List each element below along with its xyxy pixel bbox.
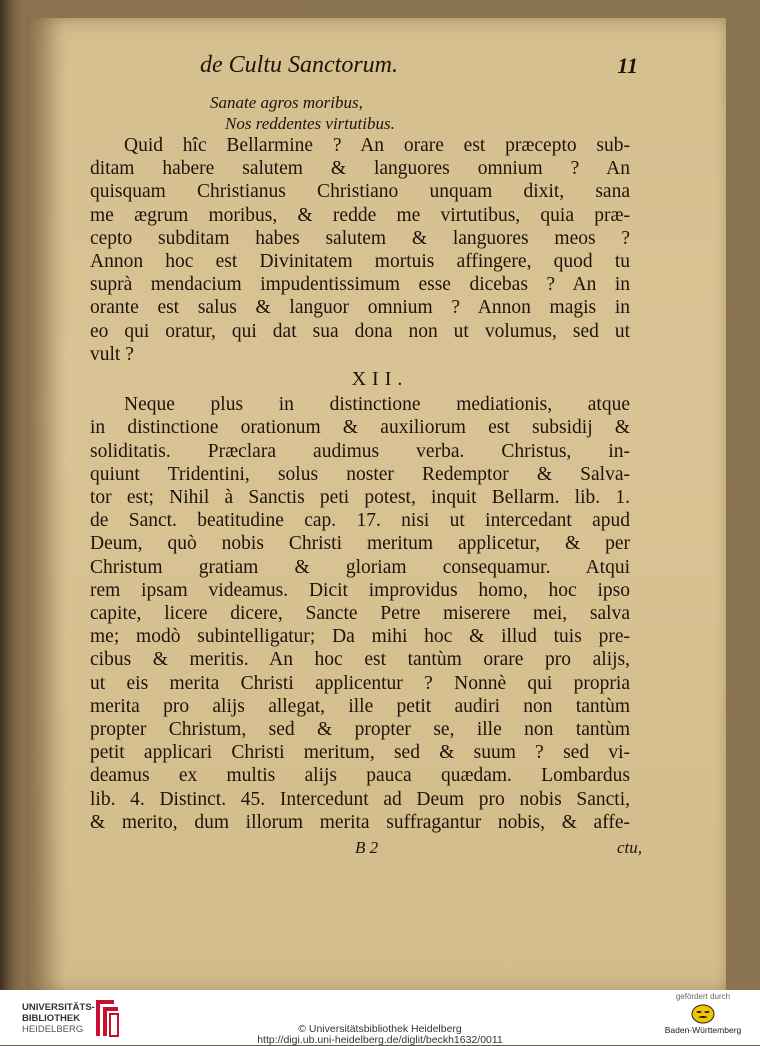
copyright-text: © Universitätsbibliothek Heidelberg	[298, 1023, 462, 1035]
text-line: me; modò subintelligatur; Da mihi hoc & illud tuis pre-	[90, 626, 630, 648]
text-line: quisquam Christianus Christiano unquam dixit, sana	[90, 181, 630, 203]
sponsor-label: gefördert durch	[675, 992, 731, 1001]
copyright-notice	[0, 1024, 760, 1046]
text-line: cibus & meritis. An hoc est tantùm orare pro alijs,	[90, 649, 630, 671]
verse-line: Sanate agros moribus,	[210, 93, 363, 112]
book-page	[26, 18, 726, 990]
text-line: cepto subditam habes salutem & languores meos ?	[90, 227, 630, 249]
text-line: Neque plus in distinctione mediationis, atque	[124, 394, 630, 416]
text-line: quiunt Tridentini, solus noster Redemptor & Salva-	[90, 463, 630, 485]
text-line: Quid hîc Bellarmine ? An orare est præcepto sub-	[124, 135, 630, 156]
text-line: Annon hoc est Divinitatem mortuis affingere, quod tu	[90, 251, 630, 273]
baden-wuerttemberg-crest-icon	[691, 1004, 715, 1024]
text-line: suprà mendacium impudentissimum esse dicebas ? An in	[90, 274, 630, 296]
text-line: capite, licere dicere, Sancte Petre miserere mei, salva	[90, 603, 630, 625]
text-line: tor est; Nihil à Sanctis peti potest, inquit Bellarm. lib. 1.	[90, 487, 630, 509]
text-line: vult ?	[90, 343, 134, 365]
text-line: orante est salus & languor omnium ? Annon magis in	[90, 297, 630, 319]
text-line: merita pro alijs allegat, ille petit audiri non tantùm	[90, 695, 630, 717]
sponsor-name: Baden-Württemberg	[664, 1025, 742, 1035]
text-line: soliditatis. Præclara audimus verba. Christus, in-	[90, 440, 630, 462]
sponsor-block[interactable]	[658, 992, 748, 1035]
paragraph-1	[90, 134, 630, 366]
signature-mark: B 2	[355, 838, 379, 858]
text-line: petit applicari Christi meritum, sed & suum ? sed vi-	[90, 742, 630, 764]
library-city: HEIDELBERG	[22, 1024, 84, 1035]
text-line: me ægrum moribus, & redde me virtutibus, quia præ-	[90, 204, 630, 226]
text-line: in distinctione orationum & auxiliorum est subsidij &	[90, 417, 630, 439]
text-line: Christum gratiam & gloriam consequamur. Atqui	[90, 556, 630, 578]
library-name-line1: UNIVERSITÄTS-	[22, 1002, 95, 1013]
verse-line: Nos reddentes virtutibus.	[225, 114, 395, 133]
permalink-url[interactable]: http://digi.ub.uni-heidelberg.de/diglit/beckh1632/0011	[257, 1034, 503, 1046]
text-line: propter Christum, sed & propter se, ille non tantùm	[90, 719, 630, 741]
running-title: de Cultu Sanctorum.	[200, 52, 398, 78]
text-line: lib. 4. Distinct. 45. Intercedunt ad Deum pro nobis Sancti,	[90, 788, 630, 810]
text-line: ditam habere salutem & languores omnium ? An	[90, 158, 630, 180]
page-header	[90, 52, 638, 92]
text-line: Deum, quò nobis Christi meritum applicetur, & per	[90, 533, 630, 555]
text-line: rem ipsam videamus. Dicit improvidus homo, hoc ipso	[90, 579, 630, 601]
text-line: deamus ex multis alijs pauca quædam. Lombardus	[90, 765, 630, 787]
section-heading: XII.	[351, 368, 409, 391]
text-line: eo qui oratur, qui dat sua dona non ut volumus, sed ut	[90, 320, 630, 342]
text-line: ut eis merita Christi applicentur ? Nonnè qui propria	[90, 672, 630, 694]
page-text	[90, 52, 642, 860]
library-name-line2: BIBLIOTHEK	[22, 1013, 81, 1024]
paragraph-2	[90, 393, 630, 834]
page-number: 11	[617, 53, 638, 78]
page-footer-marks	[90, 834, 642, 860]
text-line: de Sanct. beatitudine cap. 17. nisi ut intercedant apud	[90, 510, 630, 532]
catchword: ctu,	[616, 838, 642, 858]
viewer-footer	[0, 990, 760, 1045]
text-line: & merito, dum illorum merita suffragantur nobis, & affe-	[90, 811, 630, 833]
